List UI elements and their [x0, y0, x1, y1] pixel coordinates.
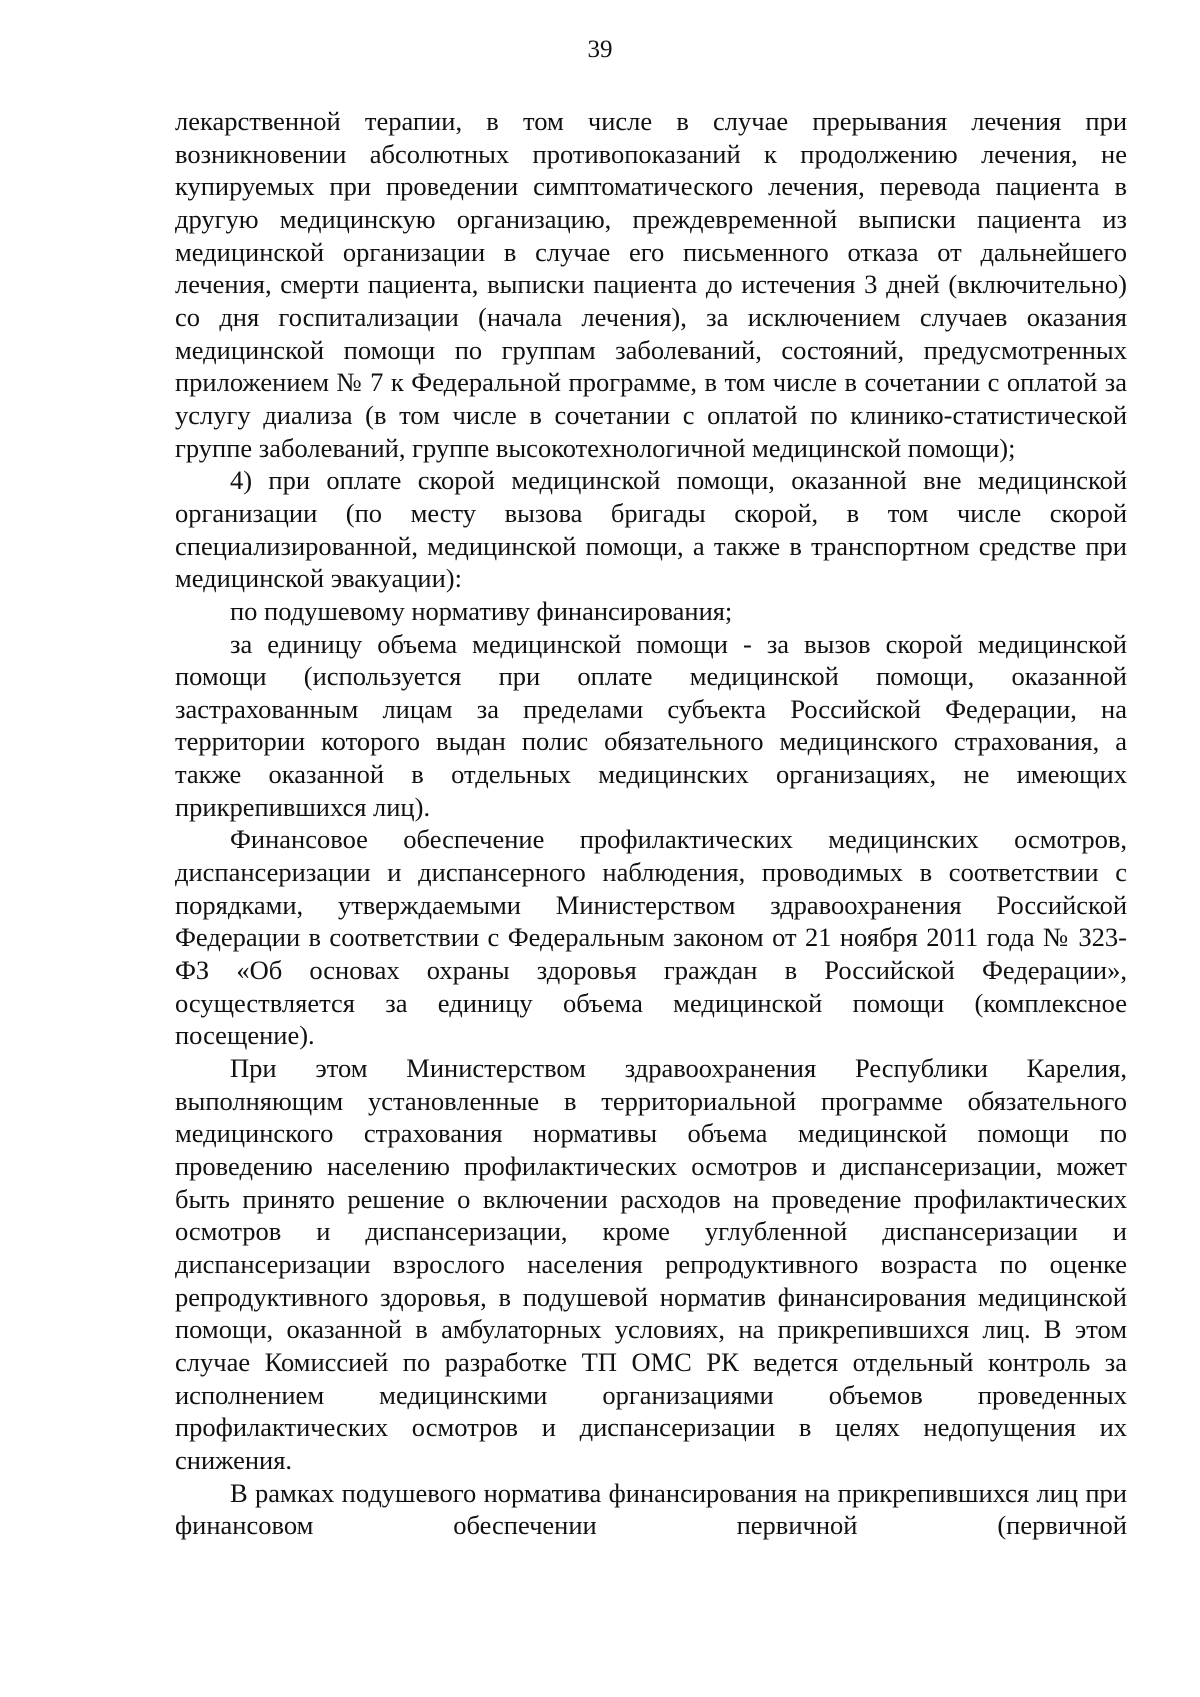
document-body: [175, 105, 1127, 1542]
paragraph-continuation: лекарственной терапии, в том числе в случае прерывания лечения при возникновении абсолютных противопоказаний к продолжению лечения, не купируемых при проведении симптоматического лечения, перевода пациента в другую медицинскую организацию, преждевременной выписки пациента из медицинской организации в случае его письменного отказа от дальнейшего лечения, смерти пациента, выписки пациента до истечения 3 дней (включительно) со дня госпитализации (начала лечения), за исключением случаев оказания медицинской помощи по группам заболеваний, состояний, предусмотренных приложением № 7 к Федеральной программе, в том числе в сочетании с оплатой за услугу диализа (в том числе в сочетании с оплатой по клинико-статистической группе заболеваний, группе высокотехнологичной медицинской помощи);: [175, 106, 1127, 463]
paragraph-per-capita: по подушевому нормативу финансирования;: [230, 595, 733, 626]
paragraph-item-4: 4) при оплате скорой медицинской помощи, оказанной вне медицинской организации (по месту вызова бригады скорой, в том числе скорой специализированной, медицинской помощи, а также в транспортном средстве при медицинской эвакуации):: [175, 465, 1127, 594]
paragraph-unit-volume: за единицу объема медицинской помощи - за вызов скорой медицинской помощи (используется при оплате медицинской помощи, оказанной застрахованным лицам за пределами субъекта Российской Федерации, на территории которого выдан полис обязательного медицинского страхования, а также оказанной в отдельных медицинских организациях, не имеющих прикрепившихся лиц).: [175, 628, 1127, 822]
paragraph-per-capita-framework: В рамках подушевого норматива финансирования на прикрепившихся лиц при финансовом обеспечении первичной (первичной: [175, 1477, 1127, 1541]
paragraph-financing-checkups: Финансовое обеспечение профилактических медицинских осмотров, диспансеризации и диспансерного наблюдения, проводимых в соответствии с порядками, утверждаемыми Министерством здравоохранения Российской Федерации в соответствии с Федеральным законом от 21 ноября 2011 года № 323-ФЗ «Об основах охраны здоровья граждан в Российской Федерации», осуществляется за единицу объема медицинской помощи (комплексное посещение).: [175, 824, 1127, 1051]
paragraph-ministry-karelia: При этом Министерством здравоохранения Республики Карелия, выполняющим установленные в территориальной программе обязательного медицинского страхования нормативы объема медицинской помощи по проведению населению профилактических осмотров и диспансеризации, может быть принято решение о включении расходов на проведение профилактических осмотров и диспансеризации, кроме углубленной диспансеризации и диспансеризации взрослого населения репродуктивного возраста по оценке репродуктивного здоровья, в подушевой норматив финансирования медицинской помощи, оказанной в амбулаторных условиях, на прикрепившихся лиц. В этом случае Комиссией по разработке ТП ОМС РК ведется отдельный контроль за исполнением медицинскими организациями объемов проведенных профилактических осмотров и диспансеризации в целях недопущения их снижения.: [175, 1053, 1127, 1475]
page-number: 39: [587, 36, 613, 63]
